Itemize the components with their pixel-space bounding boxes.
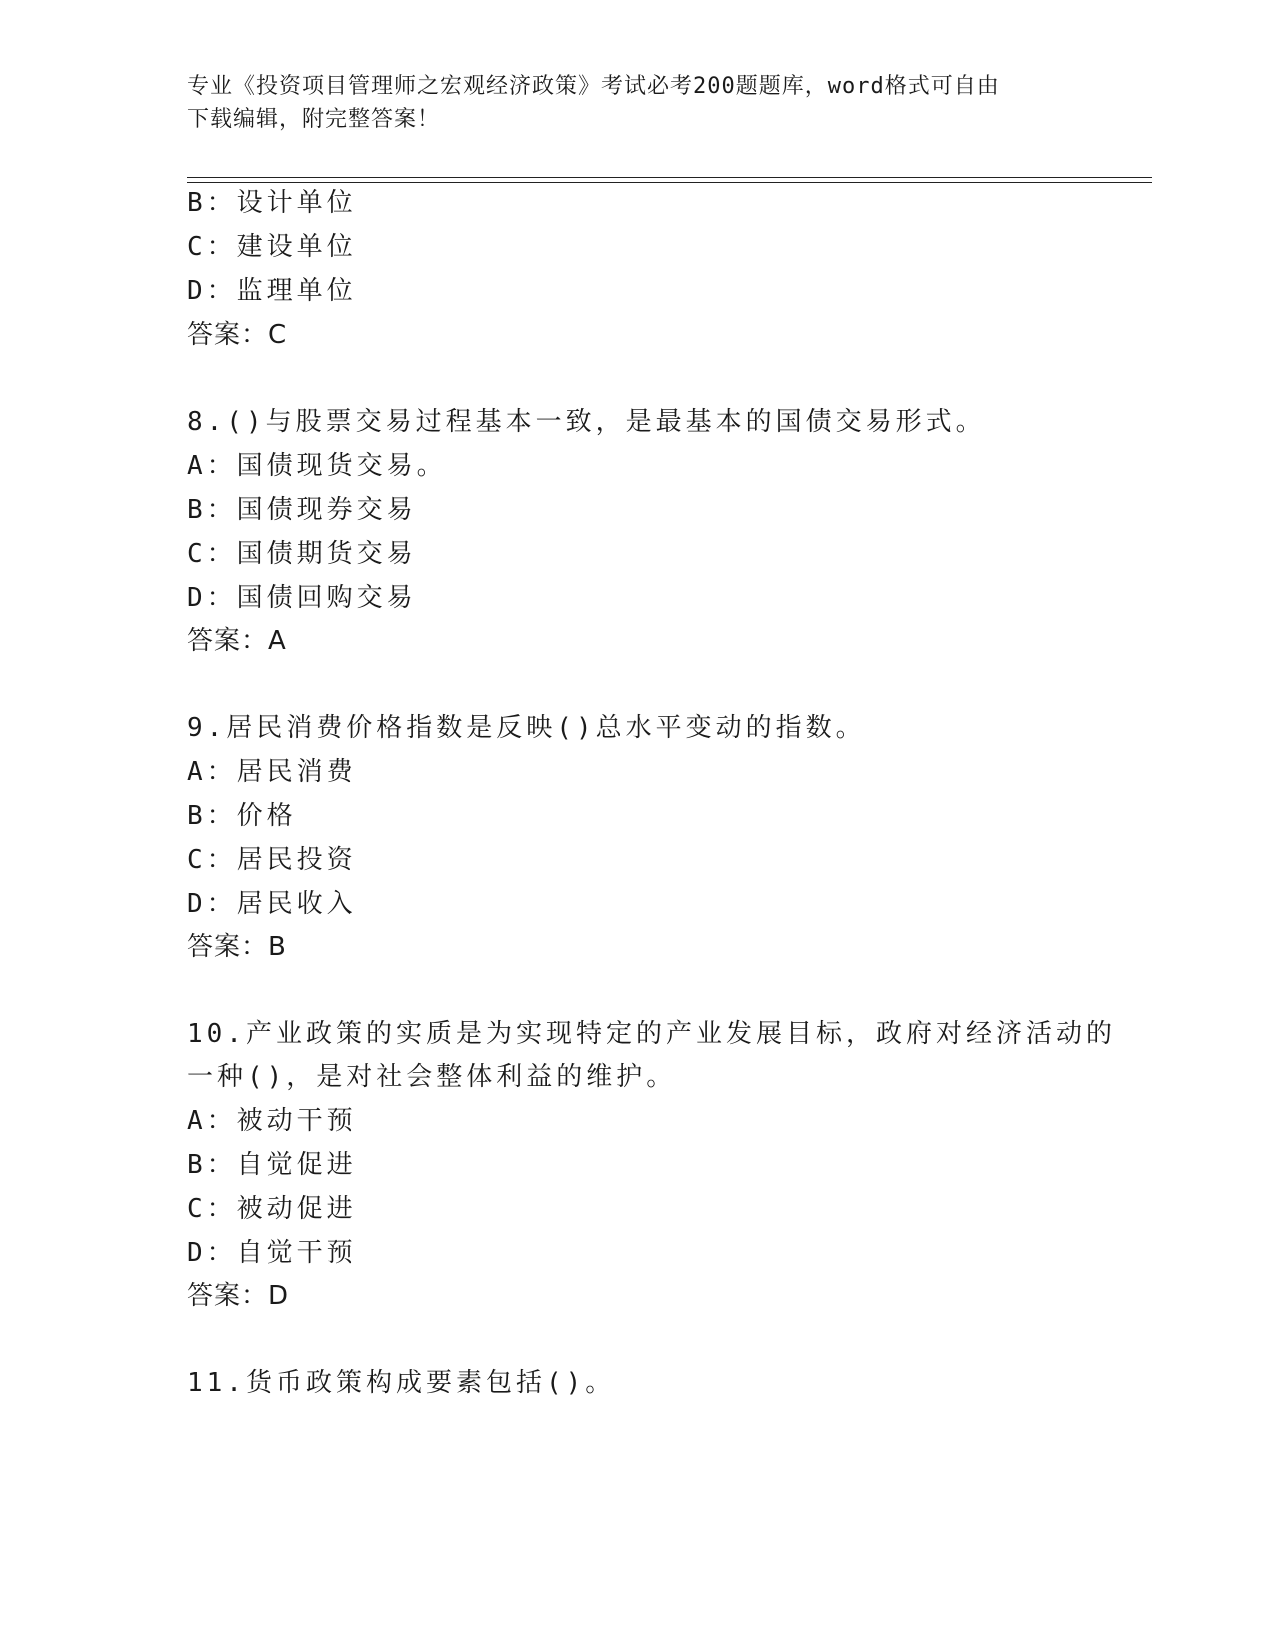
option-a: A：被动干预 [187,1106,357,1136]
question-stem: 9.居民消费价格指数是反映()总水平变动的指数。 [187,713,866,743]
document-header [187,70,1087,136]
option-d: D：自觉干预 [187,1238,357,1268]
answer: 答案：D [187,1281,290,1311]
header-line-2: 下载编辑，附完整答案！ [187,107,441,132]
option-a: A：国债现货交易。 [187,451,447,481]
question-stem: 8.()与股票交易过程基本一致，是最基本的国债交易形式。 [187,407,986,437]
option-d: D：居民收入 [187,889,357,919]
option-a: A：居民消费 [187,757,357,787]
answer: 答案：A [187,626,287,656]
option-c: C：国债期货交易 [187,539,417,569]
option-c: C：居民投资 [187,845,357,875]
answer: 答案：B [187,932,287,962]
option-c: C：被动促进 [187,1194,357,1224]
answer: 答案：C [187,320,288,350]
option-b: B：国债现券交易 [187,495,417,525]
option-b: B：自觉促进 [187,1150,357,1180]
question-stem: 10.产业政策的实质是为实现特定的产业发展目标，政府对经济活动的 [187,1019,1116,1049]
question-stem: 11.货币政策构成要素包括()。 [187,1368,616,1398]
header-divider-bottom [187,182,1152,183]
header-line-1: 专业《投资项目管理师之宏观经济政策》考试必考200题题库，word格式可自由 [187,74,1000,99]
option-b: B：价格 [187,801,297,831]
option-d: D：国债回购交易 [187,583,417,613]
option-b: B：设计单位 [187,188,357,218]
question-stem-continued: 一种()，是对社会整体利益的维护。 [187,1062,677,1092]
header-divider-top [187,177,1152,178]
option-d: D：监理单位 [187,276,357,306]
option-c: C：建设单位 [187,232,357,262]
